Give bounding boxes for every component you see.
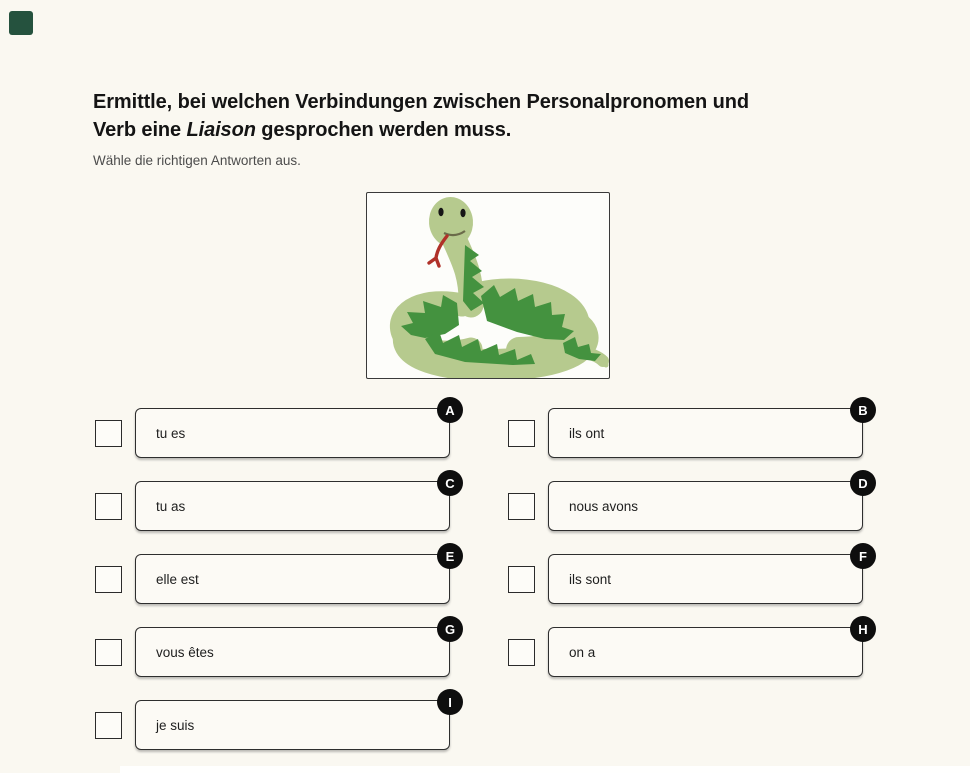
task-title-line2-pre: Verb eine (93, 119, 187, 141)
answer-letter-badge: A (437, 397, 463, 423)
exercise-image-frame (366, 192, 610, 379)
answer-option-row (95, 475, 455, 531)
answer-option-row (508, 475, 868, 531)
answer-card[interactable] (135, 475, 455, 531)
answer-letter-badge: H (850, 616, 876, 642)
task-title-italic-word: Liaison (186, 119, 256, 141)
answer-checkbox[interactable] (508, 493, 535, 520)
answer-checkbox[interactable] (95, 493, 122, 520)
answer-checkbox[interactable] (95, 712, 122, 739)
answer-option-row (508, 621, 868, 677)
answer-text: ils ont (569, 425, 605, 441)
answer-text: vous êtes (156, 644, 214, 660)
answer-text: je suis (156, 717, 195, 733)
answer-card[interactable] (548, 548, 867, 604)
answer-card[interactable] (548, 402, 868, 458)
answer-text: nous avons (569, 498, 639, 514)
corner-accent-square (9, 11, 33, 35)
answer-option-row (508, 548, 867, 604)
answer-option-row (95, 402, 455, 458)
answer-letter-badge: E (437, 543, 463, 569)
answer-letter-badge: G (437, 616, 463, 642)
answer-card[interactable] (548, 621, 868, 677)
answer-letter-badge: I (437, 689, 463, 715)
answer-option-row (95, 548, 455, 604)
answer-options (95, 402, 868, 773)
task-title-line1: Ermittle, bei welchen Verbindungen zwischen Personalpronomen und (93, 91, 749, 113)
answer-card[interactable] (135, 621, 456, 677)
answer-column-left (95, 402, 456, 773)
answer-card[interactable] (135, 402, 455, 458)
answer-card[interactable] (135, 694, 452, 750)
answer-letter-badge: F (850, 543, 876, 569)
task-header (93, 88, 893, 168)
answer-checkbox[interactable] (95, 639, 122, 666)
answer-letter-badge: C (437, 470, 463, 496)
answer-option-row (95, 621, 456, 677)
task-title-line2-post: gesprochen werden muss. (255, 119, 512, 141)
answer-letter-badge: B (850, 397, 876, 423)
answer-text: tu as (156, 498, 186, 514)
answer-column-right (508, 402, 868, 773)
bottom-strip (120, 766, 970, 773)
answer-text: elle est (156, 571, 199, 587)
answer-letter-badge: D (850, 470, 876, 496)
answer-checkbox[interactable] (95, 420, 122, 447)
answer-text: on a (569, 644, 596, 660)
answer-checkbox[interactable] (508, 420, 535, 447)
answer-checkbox[interactable] (508, 639, 535, 666)
answer-text: ils sont (569, 571, 612, 587)
answer-option-row (95, 694, 452, 750)
answer-option-row (508, 402, 868, 458)
task-title (93, 88, 893, 144)
answer-checkbox[interactable] (95, 566, 122, 593)
answer-card[interactable] (548, 475, 868, 531)
task-subtitle: Wähle die richtigen Antworten aus. (93, 153, 301, 168)
answer-text: tu es (156, 425, 186, 441)
snake-illustration (367, 193, 609, 378)
answer-checkbox[interactable] (508, 566, 535, 593)
answer-card[interactable] (135, 548, 455, 604)
